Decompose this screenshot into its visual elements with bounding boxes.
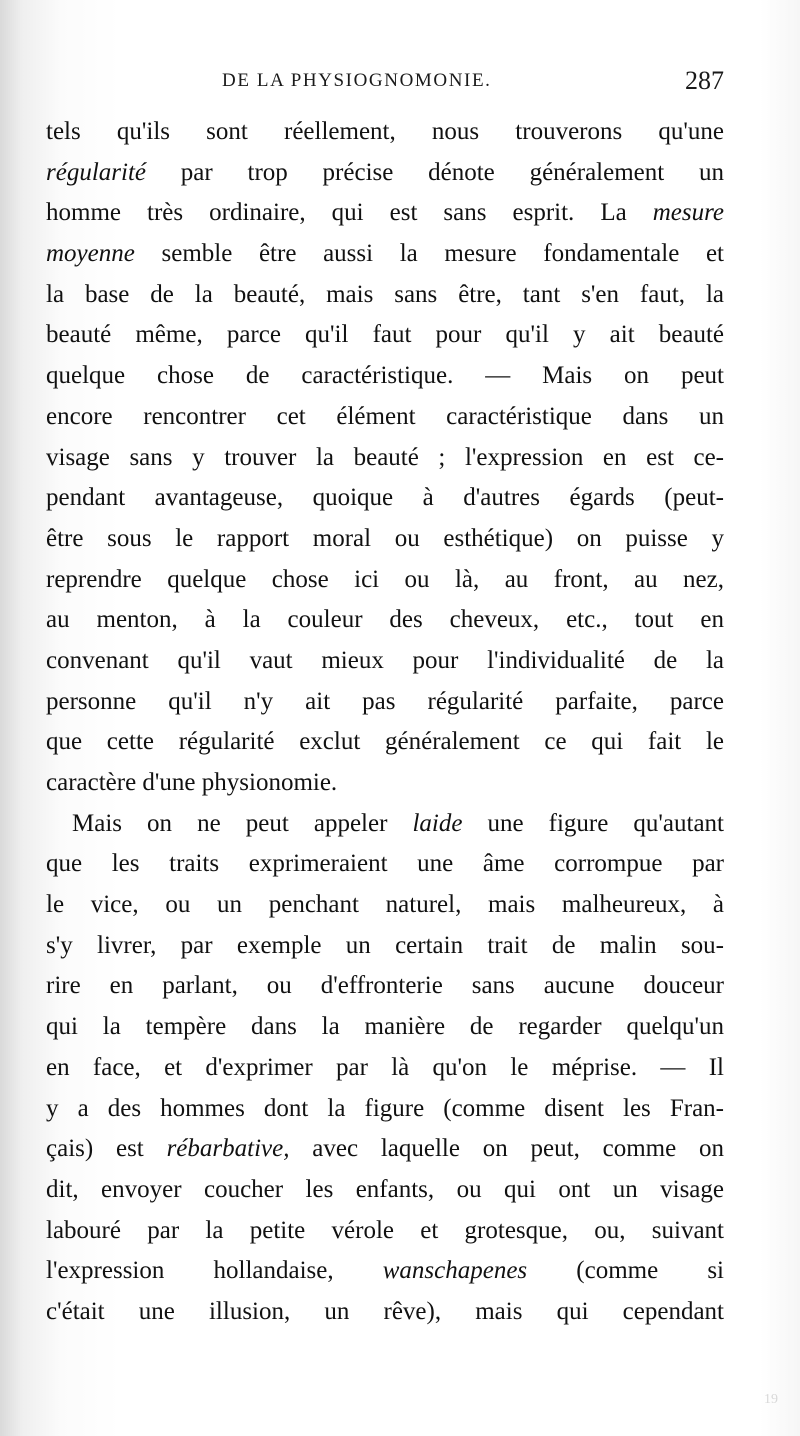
text-line [46, 966, 724, 1007]
page-number: 287 [685, 66, 724, 95]
text-line [46, 722, 724, 763]
text-run: au menton, à la couleur des cheveux, etc., tout en [46, 606, 724, 634]
text-line [46, 1292, 724, 1333]
text-line [46, 641, 724, 682]
text-line [46, 1170, 724, 1211]
text-line [46, 1129, 724, 1170]
italic-run: wanschapenes [382, 1257, 528, 1285]
text-line [46, 438, 724, 479]
text-line [46, 1048, 724, 1089]
text-line [46, 763, 724, 804]
text-run: la base de la beauté, mais sans être, tant s'en faut, la [46, 280, 724, 308]
italic-run: mesure [652, 199, 724, 227]
text-run: en face, et d'exprimer par là qu'on le méprise. — Il [46, 1053, 724, 1081]
text-line [46, 1089, 724, 1130]
text-run: y a des hommes dont la figure (comme disent les Fran- [46, 1094, 724, 1122]
text-run: reprendre quelque chose ici ou là, au front, au nez, [46, 565, 724, 593]
text-line [46, 1251, 724, 1292]
text-run: c'était une illusion, un rêve), mais qui cependant [46, 1297, 724, 1325]
text-run: avec laquelle on peut, comme on [289, 1135, 725, 1163]
text-line [46, 682, 724, 723]
text-line [46, 844, 724, 885]
running-head: DE LA PHYSIOGNOMONIE. [222, 70, 492, 91]
text-run: dit, envoyer coucher les enfants, ou qui ont un visage [46, 1175, 724, 1203]
text-line [46, 315, 724, 356]
text-run: tels qu'ils sont réellement, nous trouverons qu'une [46, 118, 724, 145]
italic-run: régularité [46, 158, 146, 186]
signature-mark: 19 [764, 1392, 778, 1407]
text-line [46, 153, 724, 194]
text-run: qui la tempère dans la manière de regarder quelqu'un [46, 1013, 724, 1041]
text-run: Mais on ne peut appeler [72, 809, 413, 837]
italic-run: laide [412, 809, 463, 837]
text-line [46, 1007, 724, 1048]
page-header [48, 66, 724, 106]
text-run: (comme si [527, 1257, 724, 1285]
text-line [46, 234, 724, 275]
text-line [46, 519, 724, 560]
text-line [46, 560, 724, 601]
text-run: par trop précise dénote généralement un [146, 158, 724, 186]
text-run: être sous le rapport moral ou esthétique) on puisse y [46, 524, 724, 552]
italic-run: rébarbative, [166, 1135, 290, 1163]
text-run: convenant qu'il vaut mieux pour l'individualité de la [46, 646, 724, 674]
text-line [46, 926, 724, 967]
text-run: rire en parlant, ou d'effronterie sans aucune douceur [46, 972, 724, 1000]
text-line [46, 397, 724, 438]
text-run: homme très ordinaire, qui est sans esprit. La [46, 199, 653, 227]
body-text [46, 112, 724, 1333]
text-run: l'expression hollandaise, [46, 1257, 383, 1285]
text-run: une figure qu'autant [462, 809, 724, 837]
text-run: semble être aussi la mesure fondamentale et [134, 240, 724, 268]
text-run: beauté même, parce qu'il faut pour qu'il y ait beauté [46, 321, 724, 349]
text-run: labouré par la petite vérole et grotesque, ou, suivant [46, 1216, 724, 1244]
text-line [46, 1211, 724, 1252]
text-run: que les traits exprimeraient une âme corrompue par [46, 850, 724, 878]
text-run: quelque chose de caractéristique. — Mais on peut [46, 362, 724, 390]
text-run: visage sans y trouver la beauté ; l'expression en est ce- [46, 443, 724, 471]
text-line [46, 600, 724, 641]
text-run: çais) est [46, 1135, 167, 1163]
text-line [46, 275, 724, 316]
text-run: caractère d'une physionomie. [46, 769, 338, 796]
text-line [46, 356, 724, 397]
text-run: personne qu'il n'y ait pas régularité parfaite, parce [46, 687, 724, 715]
text-run: encore rencontrer cet élément caractéristique dans un [46, 402, 724, 430]
text-line [46, 885, 724, 926]
italic-run: moyenne [46, 240, 135, 268]
text-run: pendant avantageuse, quoique à d'autres égards (peut- [46, 484, 724, 512]
text-run: s'y livrer, par exemple un certain trait de malin sou- [46, 931, 724, 959]
text-line [46, 112, 724, 153]
text-run: le vice, ou un penchant naturel, mais malheureux, à [46, 891, 724, 919]
text-line [46, 804, 724, 845]
text-run: que cette régularité exclut généralement ce qui fait le [46, 728, 724, 756]
text-line [46, 478, 724, 519]
text-line [46, 193, 724, 234]
